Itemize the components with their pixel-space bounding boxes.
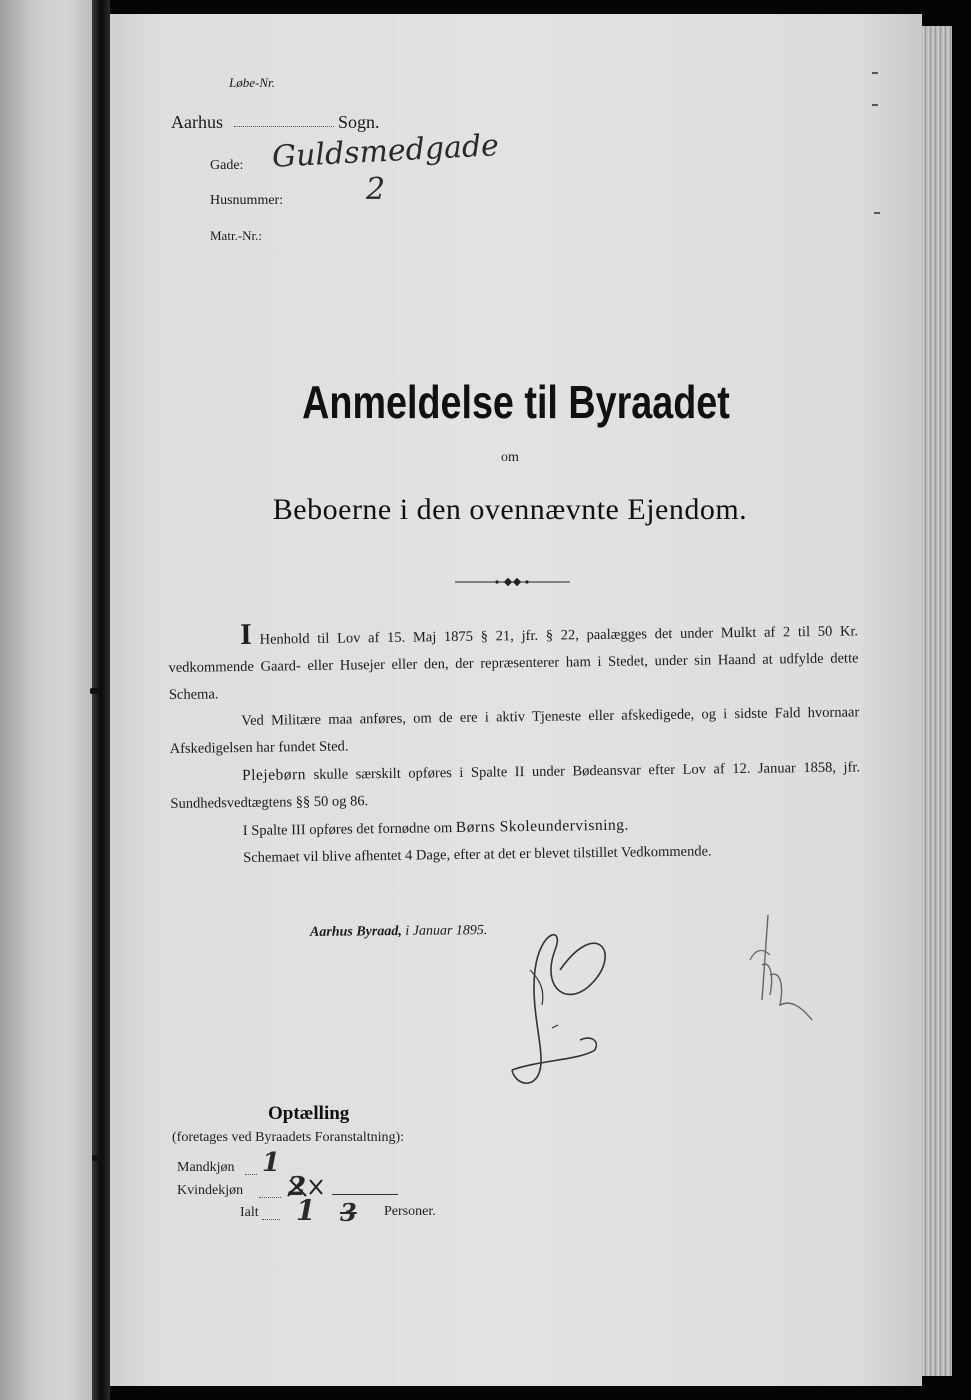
count-value-mand: 1 — [262, 1148, 281, 1178]
title-connector: om — [501, 450, 519, 465]
count-sum-line — [332, 1194, 398, 1195]
signature-small-scrawl — [740, 905, 830, 1035]
count-value-kvinde: 2 — [288, 1172, 307, 1202]
dateline — [310, 923, 488, 941]
count-label-personer: Personer. — [384, 1204, 436, 1219]
instruction-text: I Spalte III opføres det fornødne om — [242, 820, 456, 839]
count-label-mand: Mandkjøn — [177, 1160, 235, 1175]
document-title: Anmeldelse til Byraadet — [302, 376, 730, 428]
instruction-text: skulle særskilt opføres i Spalte II under Bødeansvar efter Lov af 12. Januar 1858, jfr. Sundhedsvedtægtens §§ 50 og 86. — [170, 759, 861, 812]
lobe-nr-label: Løbe-Nr. — [229, 75, 275, 90]
sogn-dotted-line — [234, 126, 334, 127]
instruction-paragraph — [170, 753, 861, 818]
husnummer-handwritten-value: 2 — [366, 172, 386, 207]
instruction-paragraph — [168, 618, 859, 709]
count-label-kvinde: Kvindekjøn — [177, 1183, 244, 1198]
instructions-block — [168, 618, 861, 873]
signature-large-scrawl — [500, 910, 620, 1100]
left-facing-page — [0, 0, 92, 1400]
gade-handwritten-value: Guldsmedgade — [271, 128, 500, 175]
count-title: Optælling — [268, 1103, 350, 1124]
dateline-org: Aarhus Byraad, — [309, 923, 402, 940]
instruction-text: Henhold til Lov af 15. Maj 1875 § 21, jfr. § 22, paalægges det under Mulkt af 2 til 50 Kr. vedkommende Gaard- eller Husejer eller den, der repræsenterer ham i Stedet, under sin Haand at udfylde dette Schema. — [168, 623, 859, 703]
margin-tick — [872, 104, 878, 106]
count-dots-mand — [245, 1174, 257, 1175]
emphasis-text: Børns Skoleundervisning. — [455, 816, 629, 836]
drop-initial: I — [239, 617, 253, 651]
count-dots-ialt — [262, 1219, 280, 1220]
gade-label: Gade: — [210, 158, 244, 173]
emphasis-text: Plejebørn — [241, 766, 307, 784]
binding-hole-bottom — [92, 1155, 102, 1161]
binding-hole-top — [90, 688, 100, 694]
margin-tick — [872, 72, 878, 74]
city-label: Aarhus — [171, 112, 223, 132]
count-subtitle: (foretages ved Byraadets Foranstaltning): — [172, 1130, 405, 1145]
dateline-date: i Januar 1895. — [401, 923, 488, 939]
instruction-paragraph: Ved Militære maa anføres, om de ere i aktiv Tjeneste eller afskedigede, og i sidste Fald hvornaar Afskedigelsen har fundet Sted. — [169, 704, 860, 757]
matr-label: Matr.-Nr.: — [210, 228, 262, 243]
count-value-ialt: 1 — [296, 1194, 316, 1227]
book-gutter — [92, 0, 110, 1400]
count-label-ialt: Ialt — [240, 1205, 259, 1220]
instruction-paragraph: Schemaet vil blive afhentet 4 Dage, efter at det er blevet tilstillet Vedkommende. — [243, 843, 712, 866]
sogn-label: Sogn. — [338, 112, 380, 132]
margin-tick — [874, 212, 880, 214]
husnummer-label: Husnummer: — [210, 193, 284, 208]
page-edges — [922, 26, 952, 1376]
count-value-ialt-struck: 3 — [340, 1198, 357, 1227]
ornament-divider — [455, 577, 570, 587]
count-dots-kvinde — [259, 1197, 281, 1198]
document-subtitle: Beboerne i den ovennævnte Ejendom. — [272, 493, 748, 526]
